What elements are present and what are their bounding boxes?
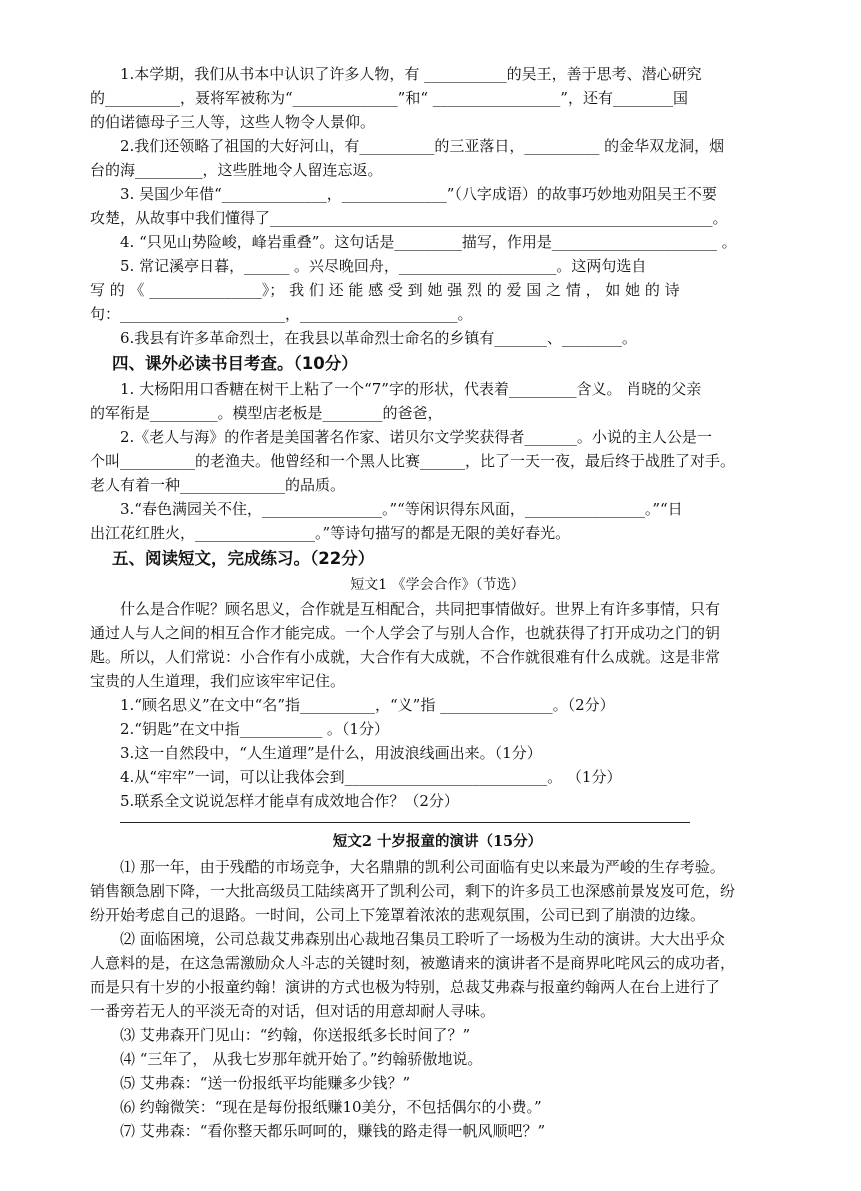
text-line: 人意料的是，在这急需激励众人斗志的关键时刻，被邀请来的演讲者不是商界叱咤风云的成功者， (90, 954, 736, 972)
text-line: 5. 常记溪亭日暮，______ 。兴尽晚回舟，_____________________。这两句选自 (120, 257, 647, 275)
question: 5.联系全文说说怎样才能卓有成效地合作？（2分） (120, 792, 459, 810)
text-line: 宝贵的人生道理，我们应该牢牢记住。 (90, 672, 346, 690)
text-line: 的__________，聂将军被称为“______________”和“ _________________”，还有________国 (90, 89, 688, 107)
text-line: ⑶ 艾弗森开门见山：“约翰，你送报纸多长时间了？” (120, 1026, 471, 1044)
exam-page (90, 62, 785, 1143)
text-line: 句：______________________，_____________________。 (90, 305, 473, 323)
text-line: ⑴ 那一年，由于残酷的市场竞争，大名鼎鼎的凯利公司面临有史以来最为严峻的生存考验。 (120, 858, 725, 876)
text-line: ⑺ 艾弗森：“看你整天都乐呵呵的，赚钱的路走得一帆风顺吧？” (120, 1122, 546, 1140)
text-line: 老人有着一种______________的品质。 (90, 476, 346, 494)
text-line: 一番旁若无人的平淡无奇的对话，但对话的用意却耐人寻味。 (90, 1002, 496, 1020)
section-3-items (90, 62, 785, 350)
passage-title: 短文2 十岁报童的演讲（15分） (332, 833, 543, 850)
text-line: ⑵ 面临困境，公司总裁艾弗森别出心裁地召集员工聆听了一场极为生动的演讲。大大出乎众 (120, 930, 725, 948)
text-line: 个叫__________的老渔夫。他曾经和一个黑人比赛______，比了一天一夜，最后终于战胜了对手。 (90, 452, 736, 470)
text-line: ⑸ 艾弗森：“送一份报纸平均能赚多少钱？” (120, 1074, 411, 1092)
text-line: 1.本学期，我们从书本中认识了许多人物，有 ___________的吴王，善于思考、潜心研究 (120, 65, 702, 83)
question: 1.“顾名思义”在文中“名”指__________，“义”指 _______________。（2分） (120, 696, 615, 714)
text-line: 销售额急剧下降，一大批高级员工陆续离开了凯利公司，剩下的许多员工也深感前景岌岌可危，纷 (90, 882, 736, 900)
text-line: ⑷ “三年了， 从我七岁那年就开始了。”约翰骄傲地说。 (120, 1050, 483, 1068)
text-line: 匙。所以，人们常说：小合作有小成就，大合作有大成就，不合作就很难有什么成就。这是非常 (90, 648, 721, 666)
section-heading: 五、阅读短文，完成练习。（22分） (112, 549, 375, 568)
text-line: ⑹ 约翰微笑：“现在是每份报纸赚10美分，不包括偶尔的小费。” (120, 1098, 542, 1116)
text-line: 写 的 《 _______________》； 我 们 还 能 感 受 到 她 强 烈 的 爱 国 之 情 ， 如 她 的 诗 (90, 281, 680, 299)
text-line: 3.“春色满园关不住，________________。”“等闲识得东风面，________________。”“日 (120, 500, 683, 518)
text-line: 4. “只见山势险峻，峰岩重叠”。这句话是_________描写，作用是______________________ 。 (120, 233, 737, 251)
text-line: 纷开始考虑自己的退路。一时间，公司上下笼罩着浓浓的悲观氛围，公司已到了崩溃的边缘。 (90, 906, 706, 924)
text-line: 出江花红胜火，________________。”等诗句描写的都是无限的美好春光。 (90, 524, 571, 542)
passage-title: 短文1 《学会合作》（节选） (350, 577, 525, 593)
text-line: 的军衔是_________。模型店老板是________的爸爸， (90, 404, 443, 422)
text-line: 3. 吴国少年借“______________，______________”（八字成语）的故事巧妙地劝阻吴王不要 (120, 185, 717, 203)
text-line: 什么是合作呢？顾名思义，合作就是互相配合，共同把事情做好。世界上有许多事情，只有 (120, 600, 721, 618)
question: 3.这一自然段中，“人生道理”是什么，用波浪线画出来。（1分） (120, 744, 542, 762)
question: 4.从“牢牢”一词，可以让我体会到___________________________。 （1分） (120, 768, 622, 786)
section-heading: 四、课外必读书目考查。（10分） (112, 354, 358, 373)
passage-2 (90, 855, 785, 1143)
text-line: 台的海_________，这些胜地令人留连忘返。 (90, 161, 383, 179)
passage-1-questions (90, 693, 785, 813)
text-line: 2.《老人与海》的作者是美国著名作家、诺贝尔文学奖获得者_______。小说的主人公是一 (120, 428, 712, 446)
text-line: 攻楚，从故事中我们懂得了___________________________________________________________。 (90, 209, 728, 227)
question: 2.“钥匙”在文中指___________ 。（1分） (120, 720, 389, 738)
text-line: 的伯诺德母子三人等，这些人物令人景仰。 (90, 113, 376, 131)
text-line: 1. 大杨阳用口香糖在树干上粘了一个“7”字的形状，代表着_________含义。 肖晓的父亲 (120, 380, 702, 398)
text-line: 6.我县有许多革命烈士，在我县以革命烈士命名的乡镇有_______、________。 (120, 329, 637, 347)
text-line: 通过人与人之间的相互合作才能完成。一个人学会了与别人合作，也就获得了打开成功之门的钥 (90, 624, 721, 642)
text-line: 2.我们还领略了祖国的大好河山，有__________的三亚落日，__________ 的金华双龙洞，烟 (120, 137, 725, 155)
text-line: 而是只有十岁的小报童约翰！演讲的方式也极为特别，总裁艾弗森与报童约翰两人在台上进行了 (90, 978, 721, 996)
answer-line (120, 822, 690, 823)
passage-1 (90, 597, 785, 693)
section-4-body (90, 377, 785, 545)
